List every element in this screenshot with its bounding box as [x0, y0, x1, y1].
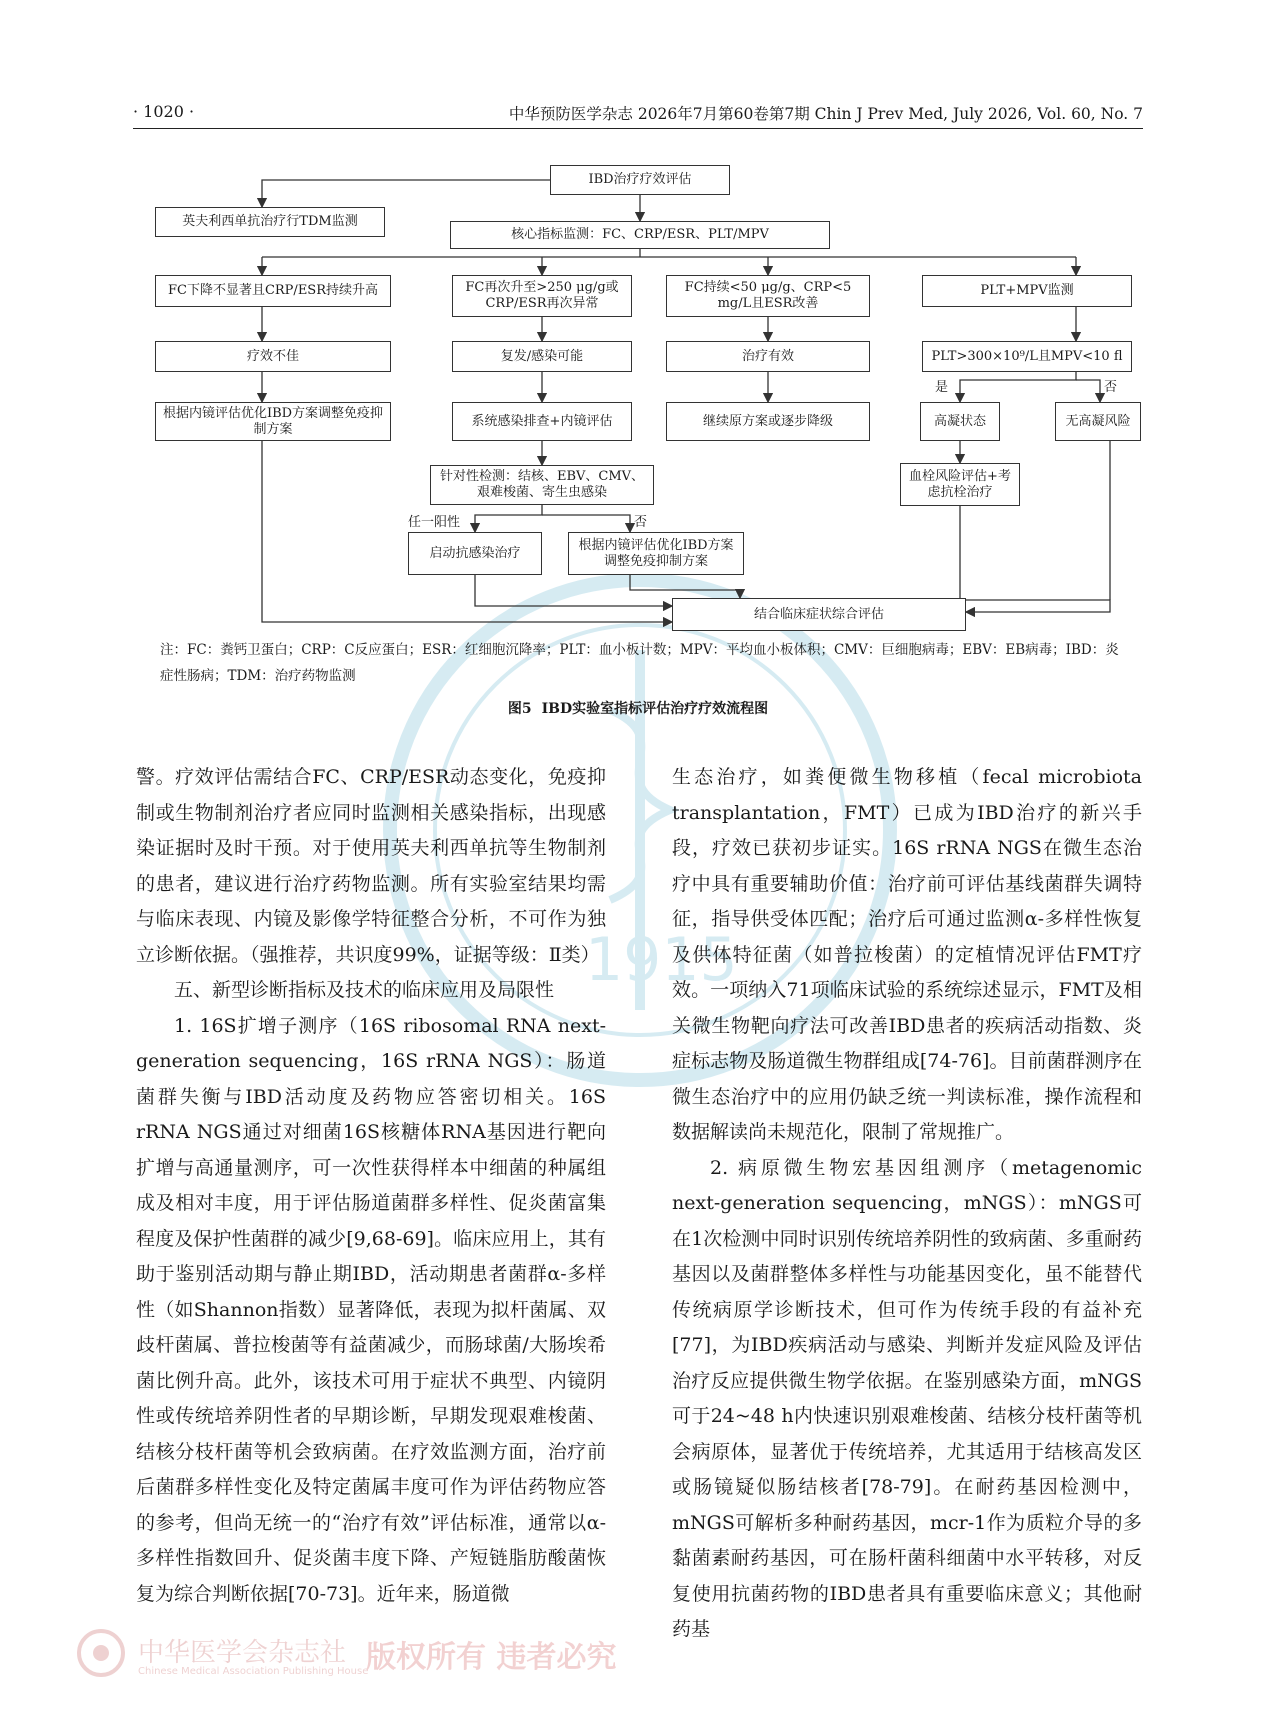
- body-column-right: [672, 760, 1142, 1648]
- paragraph: 2. 病原微生物宏基因组测序（metagenomic next-generation sequencing，mNGS）：mNGS可在1次检测中同时识别传统培养阴性的致病菌、多重耐药基因以及菌群整体多样性与功能基因变化，虽不能替代传统病原学诊断技术，但可作为传统手段的有益补充[77]，为IBD疾病活动与感染、判断并发症风险及评估治疗反应提供微生物学依据。在鉴别感染方面，mNGS可于24~48 h内快速识别艰难梭菌、结核分枝杆菌等机会病原体，显著优于传统培养，尤其适用于结核高发区或肠镜疑似肠结核者[78-79]。在耐药基因检测中，mNGS可解析多种耐药基因，mcr-1作为质粒介导的多黏菌素耐药基因，可在肠杆菌科细菌中水平转移，对反复使用抗菌药物的IBD患者具有重要临床意义；其他耐药基: [672, 1156, 1142, 1640]
- flow-node-b2: FC再次升至>250 μg/g或CRP/ESR再次异常: [452, 275, 632, 317]
- flow-node-b3: FC持续<50 μg/g、CRP<5 mg/L且ESR改善: [666, 275, 870, 317]
- flower-logo-icon: [76, 1628, 126, 1678]
- flow-node-root: IBD治疗疗效评估: [550, 165, 730, 195]
- publisher-name-en: Chinese Medical Association Publishing House: [138, 1666, 369, 1677]
- figure-note: 注：FC：粪钙卫蛋白；CRP：C反应蛋白；ESR：红细胞沉降率；PLT：血小板计数；MPV：平均血小板体积；CMV：巨细胞病毒；EBV：EB病毒；IBD：炎症性肠病；TDM：治疗药物监测: [160, 642, 1119, 684]
- publisher-name-cn: 中华医学会杂志社: [138, 1638, 347, 1668]
- flow-node-d4b: 无高凝风险: [1055, 402, 1141, 441]
- edge-label-negative: 否: [634, 515, 648, 530]
- flow-node-b1: FC下降不显著且CRP/ESR持续升高: [155, 275, 391, 307]
- section-heading: 五、新型诊断指标及技术的临床应用及局限性: [174, 979, 555, 1001]
- flow-node-c1: 疗效不佳: [155, 341, 391, 372]
- figure-5-flowchart: [0, 0, 1276, 720]
- flow-node-b4: PLT+MPV监测: [922, 275, 1132, 307]
- journal-info: 中华预防医学杂志 2026年7月第60卷第7期 Chin J Prev Med, July 2026, Vol. 60, No. 7: [508, 105, 1143, 123]
- paragraph: 警。疗效评估需结合FC、CRP/ESR动态变化，免疫抑制或生物制剂治疗者应同时监测相关感染指标，出现感染证据时及时干预。对于使用英夫利西单抗等生物制剂的患者，建议进行治疗药物监测。所有实验室结果均需与临床表现、内镜及影像学特征整合分析，不可作为独立诊断依据。（强推荐，共识度99%，证据等级：Ⅱ类）: [136, 766, 606, 966]
- figure-caption: [0, 698, 1276, 718]
- flow-node-tdm: 英夫利西单抗治疗行TDM监测: [155, 207, 385, 237]
- publisher-logo: [76, 1628, 636, 1684]
- flow-node-f2a: 启动抗感染治疗: [408, 532, 542, 575]
- flow-node-core: 核心指标监测：FC、CRP/ESR、PLT/MPV: [450, 221, 830, 249]
- paragraph: 1. 16S扩增子测序（16S ribosomal RNA next-generation sequencing，16S rRNA NGS）：肠道菌群失衡与IBD活动度及药物应答密切相关。16S rRNA NGS通过对细菌16S核糖体RNA基因进行靶向扩增与高通量测序，可一次性获得样本中细菌的种属组成及相对丰度，用于评估肠道菌群多样性、促炎菌富集程度及保护性菌群的减少[9,68-69]。临床应用上，其有助于鉴别活动期与静止期IBD，活动期患者菌群α-多样性（如Shannon指数）显著降低，表现为拟杆菌属、双歧杆菌属、普拉梭菌等有益菌减少，而肠球菌/大肠埃希菌比例升高。此外，该技术可用于症状不典型、内镜阴性或传统培养阴性者的早期诊断，早期发现艰难梭菌、结核分枝杆菌等机会致病菌。在疗效监测方面，治疗前后菌群多样性变化及特定菌属丰度可作为评估药物应答的参考，但尚无统一的“治疗有效”评估标准，通常以α-多样性指数回升、促炎菌丰度下降、产短链脂肪酸菌恢复为综合判断依据[70-73]。近年来，肠道微: [136, 1014, 606, 1605]
- edge-label-any-positive: 任一阳性: [408, 515, 461, 530]
- edge-label-no: 否: [1104, 380, 1118, 395]
- edge-label-yes: 是: [935, 380, 949, 395]
- flow-node-c4: PLT>300×10⁹/L且MPV<10 fl: [922, 341, 1132, 372]
- flow-node-final: 结合临床症状综合评估: [672, 598, 966, 631]
- svg-text:1915: 1915: [585, 925, 738, 995]
- flow-node-c3: 治疗有效: [666, 341, 870, 372]
- flow-node-d4a: 高凝状态: [920, 402, 1000, 441]
- flow-node-d2: 系统感染排查+内镜评估: [452, 402, 632, 441]
- body-column-left: [136, 760, 606, 1612]
- paragraph: 生态治疗，如粪便微生物移植（fecal microbiota transplantation，FMT）已成为IBD治疗的新兴手段，疗效已获初步证实。16S rRNA NGS在微生态治疗中具有重要辅助价值：治疗前可评估基线菌群失调特征，指导供受体匹配；治疗后可通过监测α-多样性恢复及供体特征菌（如普拉梭菌）的定植情况评估FMT疗效。一项纳入71项临床试验的系统综述显示，FMT及相关微生物靶向疗法可改善IBD患者的疾病活动指数、炎症标志物及肠道微生物群组成[74-76]。目前菌群测序在微生态治疗中的应用仍缺乏统一判读标准，操作流程和数据解读尚未规范化，限制了常规推广。: [672, 766, 1142, 1143]
- copyright-slogan: 版权所有 违者必究: [366, 1640, 617, 1675]
- flow-node-d1: 根据内镜评估优化IBD方案调整免疫抑制方案: [155, 402, 391, 441]
- figure-number: 图5: [507, 701, 532, 717]
- flow-node-e4: 血栓风险评估+考虑抗栓治疗: [900, 463, 1020, 506]
- flow-node-f2b: 根据内镜评估优化IBD方案调整免疫抑制方案: [568, 532, 744, 575]
- flow-node-e2: 针对性检测：结核、EBV、CMV、艰难梭菌、寄生虫感染: [430, 465, 654, 505]
- figure-title: IBD实验室指标评估治疗疗效流程图: [541, 701, 769, 717]
- page-number: · 1020 ·: [133, 102, 195, 121]
- flow-node-d3: 继续原方案或逐步降级: [666, 402, 870, 441]
- flow-node-c2: 复发/感染可能: [452, 341, 632, 372]
